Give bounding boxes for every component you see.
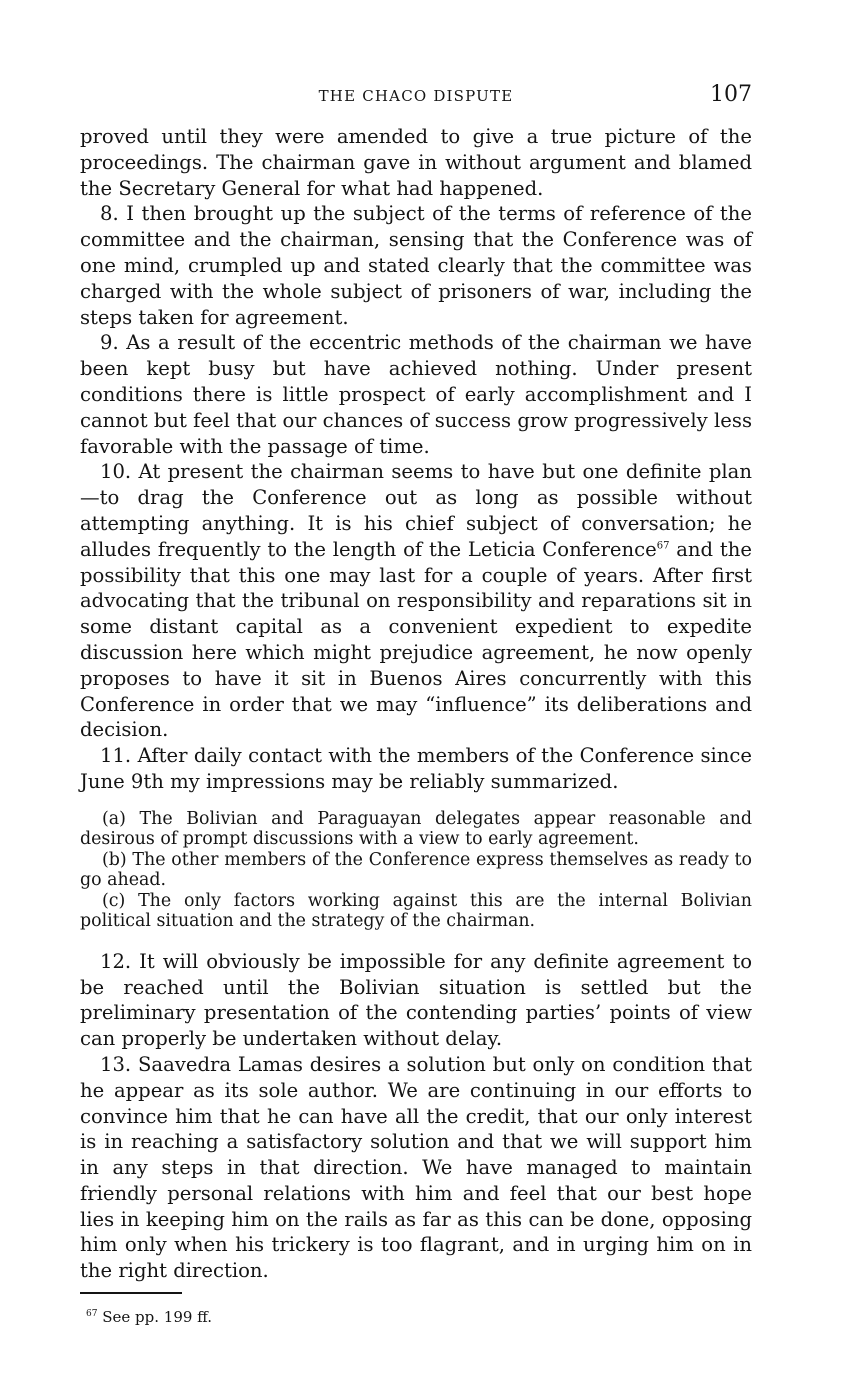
paragraph-13: 13. Saavedra Lamas desires a solution but only on condition that he appear as its sole author. We are continuing in our efforts to convince him that he can have all the credit, that our only interest is in reaching a satisfactory solution and that we will support him in any steps in that direction. We have managed to maintain friendly personal relations with him and feel that our best hope lies in keeping him on the rails as far as this can be done, opposing him only when his trickery is too flagrant, and in urging him on in the right direction. [80, 1052, 752, 1283]
document-page [80, 80, 752, 1326]
footnote-reference: 67 [656, 540, 670, 552]
body-text [80, 124, 752, 1284]
footnote-text: See pp. 199 ff. [102, 1308, 213, 1327]
paragraph-10 [80, 459, 752, 743]
paragraph-8: 8. I then brought up the subject of the terms of reference of the committee and the chairman, sensing that the Conference was of one mind, crumpled up and stated clearly that the committee was charged with the whole subject of prisoners of war, including the steps taken for agreement. [80, 202, 752, 329]
list-item-c: (c) The only factors working against this are the internal Bolivian political situation and the strategy of the chairman. [80, 890, 752, 932]
page-number: 107 [710, 82, 752, 107]
list-item-b: (b) The other members of the Conference express themselves as ready to go ahead. [80, 849, 752, 891]
footnote-mark: 67 [86, 1309, 98, 1320]
paragraph-11: 11. After daily contact with the members of the Conference since June 9th my impressions may be reliably summarized. [80, 744, 752, 793]
impressions-list [80, 809, 752, 932]
footnote [80, 1308, 752, 1326]
paragraph-10-text-a: 10. At present the chairman seems to have but one definite plan—to drag the Conference out as long as possible without attempting anything. It is his chief subject of conversation; he alludes frequently to the length of the Leticia Conference [80, 460, 752, 561]
page-header [80, 80, 752, 114]
paragraph-10-text-b: and the possibility that this one may last for a couple of years. After first advocating that the tribunal on responsibility and reparations sit in some distant capital as a convenient expedient to expedite discussion here which might prejudice agreement, he now openly proposes to have it sit in Buenos Aires concurrently with this Conference in order that we may “influence” its deliberations and decision. [80, 537, 752, 742]
paragraph-continued: proved until they were amended to give a true picture of the proceedings. The chairman gave in without argument and blamed the Secretary General for what had happened. [80, 125, 752, 200]
list-item-a: (a) The Bolivian and Paraguayan delegates appear reasonable and desirous of prompt discussions with a view to early agreement. [80, 808, 752, 850]
paragraph-9: 9. As a result of the eccentric methods of the chairman we have been kept busy but have achieved nothing. Under present conditions there is little prospect of early accomplishment and I cannot but feel that our chances of success grow progressively less favorable with the passage of time. [80, 331, 752, 458]
footnote-divider [80, 1292, 182, 1294]
running-title: THE CHACO DISPUTE [318, 87, 514, 105]
paragraph-12: 12. It will obviously be impossible for any definite agreement to be reached until the Bolivian situation is settled but the preliminary presentation of the contending parties’ points of view can properly be undertaken without delay. [80, 949, 752, 1051]
